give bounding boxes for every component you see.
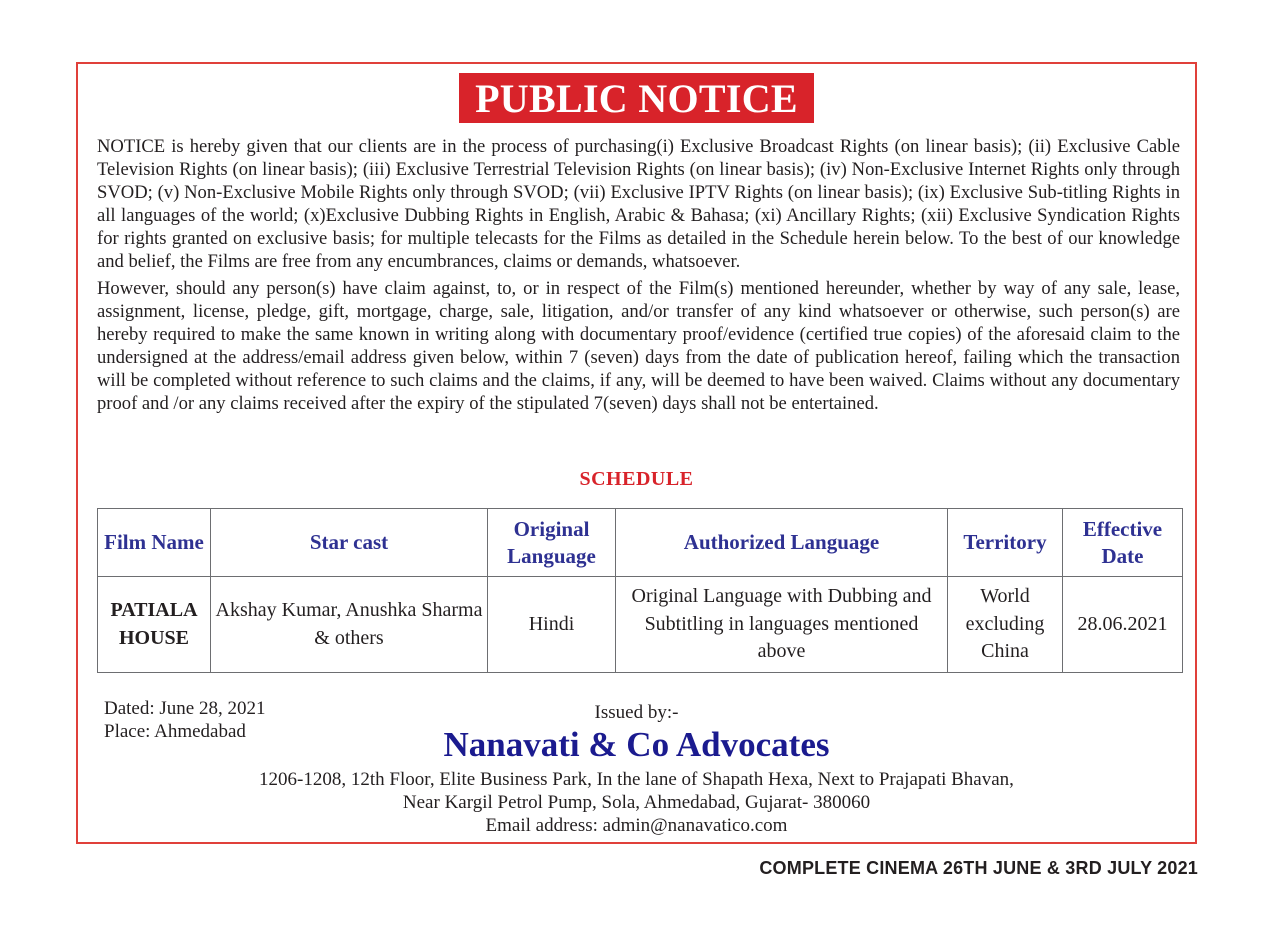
table-header-row xyxy=(98,509,1183,577)
header-territory: Territory xyxy=(948,509,1063,577)
schedule-table xyxy=(97,508,1183,673)
cell-original-language: Hindi xyxy=(488,577,616,673)
notice-body xyxy=(97,135,1180,419)
header-effective-date: Effective Date xyxy=(1063,509,1183,577)
notice-title: PUBLIC NOTICE xyxy=(459,73,814,123)
header-film-name: Film Name xyxy=(98,509,211,577)
dated-line: Dated: June 28, 2021 xyxy=(104,698,266,719)
title-wrap xyxy=(78,73,1195,123)
header-star-cast: Star cast xyxy=(211,509,488,577)
header-original-language: Original Language xyxy=(488,509,616,577)
cell-effective-date: 28.06.2021 xyxy=(1063,577,1183,673)
address-line-1: 1206-1208, 12th Floor, Elite Business Park, In the lane of Shapath Hexa, Next to Prajapati Bhavan, xyxy=(259,769,1014,790)
publication-footer: COMPLETE CINEMA 26TH JUNE & 3RD JULY 2021 xyxy=(759,858,1198,878)
email-line: Email address: admin@nanavatico.com xyxy=(485,815,788,836)
cell-authorized-language: Original Language with Dubbing and Subtitling in languages mentioned above xyxy=(616,577,948,673)
place-line: Place: Ahmedabad xyxy=(104,721,246,742)
notice-paragraph-1: NOTICE is hereby given that our clients are in the process of purchasing(i) Exclusive Broadcast Rights (on linear basis); (ii) Exclusive Cable Television Rights (on linear basis); (iii) Exclusive Terrestrial Television Rights (on linear basis); (iv) Non-Exclusive Internet Rights only through SVOD; (v) Non-Exclusive Mobile Rights only through SVOD; (vii) Exclusive IPTV Rights (on linear basis); (ix) Exclusive Sub-titling Rights in all languages of the world; (x)Exclusive Dubbing Rights in English, Arabic & Bahasa; (xi) Ancillary Rights; (xii) Exclusive Syndication Rights for rights granted on exclusive basis; for multiple telecasts for the Films as detailed in the Schedule herein below. To the best of our knowledge and belief, the Films are free from any encumbrances, claims or demands, whatsoever. xyxy=(97,136,1180,272)
firm-name: Nanavati & Co Advocates xyxy=(443,725,830,764)
firm-address xyxy=(78,768,1195,837)
cell-territory: World excluding China xyxy=(948,577,1063,673)
issued-by: Issued by:- xyxy=(594,702,679,723)
notice-paragraph-2: However, should any person(s) have claim against, to, or in respect of the Film(s) mentioned hereunder, whether by way of any sale, lease, assignment, license, pledge, gift, mortgage, charge, sale, litigation, and/or transfer of any kind whatsoever or otherwise, such person(s) are hereby required to make the same known in writing along with documentary proof/evidence (certified true copies) of the aforesaid claim to the undersigned at the address/email address given below, within 7 (seven) days from the date of publication hereof, failing which the transaction will be completed without reference to such claims and the claims, if any, will be deemed to have been waived. Claims without any documentary proof and /or any claims received after the expiry of the stipulated 7(seven) days shall not be entertained. xyxy=(97,278,1180,414)
header-authorized-language: Authorized Language xyxy=(616,509,948,577)
schedule-title: SCHEDULE xyxy=(579,468,694,490)
table-row xyxy=(98,577,1183,673)
cell-star-cast: Akshay Kumar, Anushka Sharma & others xyxy=(211,577,488,673)
public-notice-box xyxy=(76,62,1197,844)
address-line-2: Near Kargil Petrol Pump, Sola, Ahmedabad, Gujarat- 380060 xyxy=(402,792,871,813)
cell-film-name: PATIALA HOUSE xyxy=(98,577,211,673)
